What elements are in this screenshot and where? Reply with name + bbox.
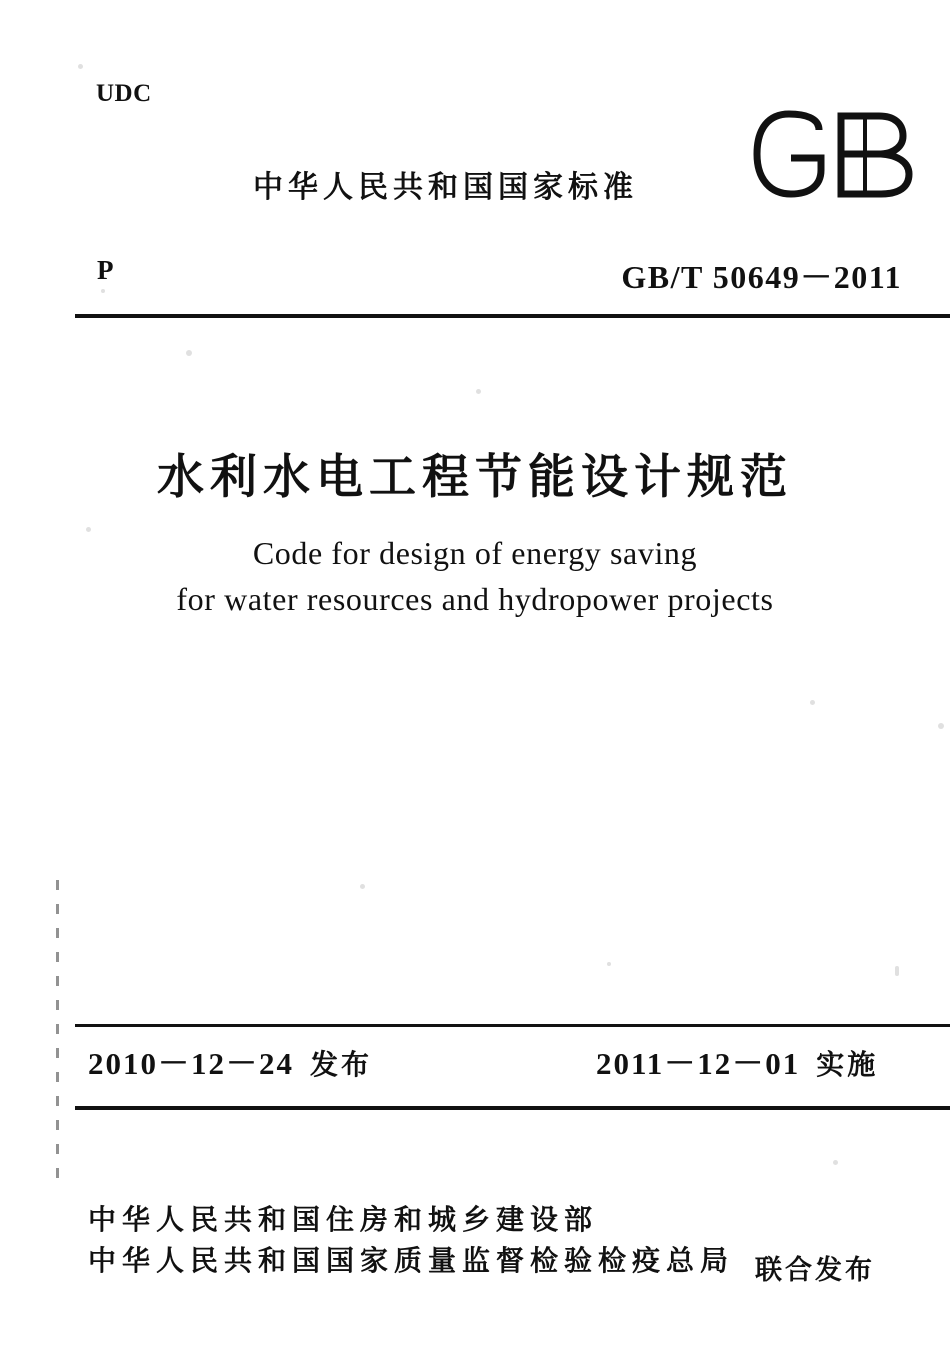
scan-speckle — [895, 966, 899, 976]
scan-speckle — [101, 289, 105, 293]
scan-speckle — [78, 64, 83, 69]
classification-mark: P — [97, 255, 114, 285]
scan-speckle — [360, 884, 365, 889]
scan-speckle — [607, 962, 611, 966]
divider-below-dates — [75, 1106, 950, 1110]
page-title-en-line1: Code for design of energy saving — [252, 535, 698, 571]
gb-emblem-icon — [745, 108, 925, 200]
issue-date-value: 2010－12－24 — [88, 1046, 294, 1081]
page-title-en-line2: for water resources and hydropower projects — [176, 581, 774, 618]
divider-top — [75, 314, 950, 318]
page-title-cn: 水利水电工程节能设计规范 — [157, 450, 793, 505]
issuing-authorities — [88, 1200, 734, 1281]
page-title-en — [0, 530, 950, 623]
standard-number: GB/T 50649－2011 — [621, 259, 902, 295]
scan-edge-marks — [56, 880, 59, 1180]
udc-label: UDC — [96, 80, 152, 107]
joint-release-label: 联合发布 — [755, 1255, 875, 1286]
scan-speckle — [186, 350, 192, 356]
implementation-date-value: 2011－12－01 — [596, 1046, 801, 1081]
divider-above-dates — [75, 1024, 950, 1027]
scan-speckle — [938, 723, 944, 729]
scan-speckle — [833, 1160, 838, 1165]
issuing-authority-2: 中华人民共和国国家质量监督检验检疫总局 — [88, 1243, 735, 1277]
scan-speckle — [810, 700, 815, 705]
implementation-date-label: 实施 — [816, 1048, 879, 1081]
national-standard-heading: 中华人民共和国国家标准 — [253, 170, 638, 205]
implementation-date — [596, 1038, 878, 1083]
scan-speckle — [476, 389, 481, 394]
issuing-authority-1: 中华人民共和国住房和城乡建设部 — [88, 1203, 599, 1236]
issue-date — [88, 1038, 372, 1083]
issue-date-label: 发布 — [310, 1048, 373, 1081]
